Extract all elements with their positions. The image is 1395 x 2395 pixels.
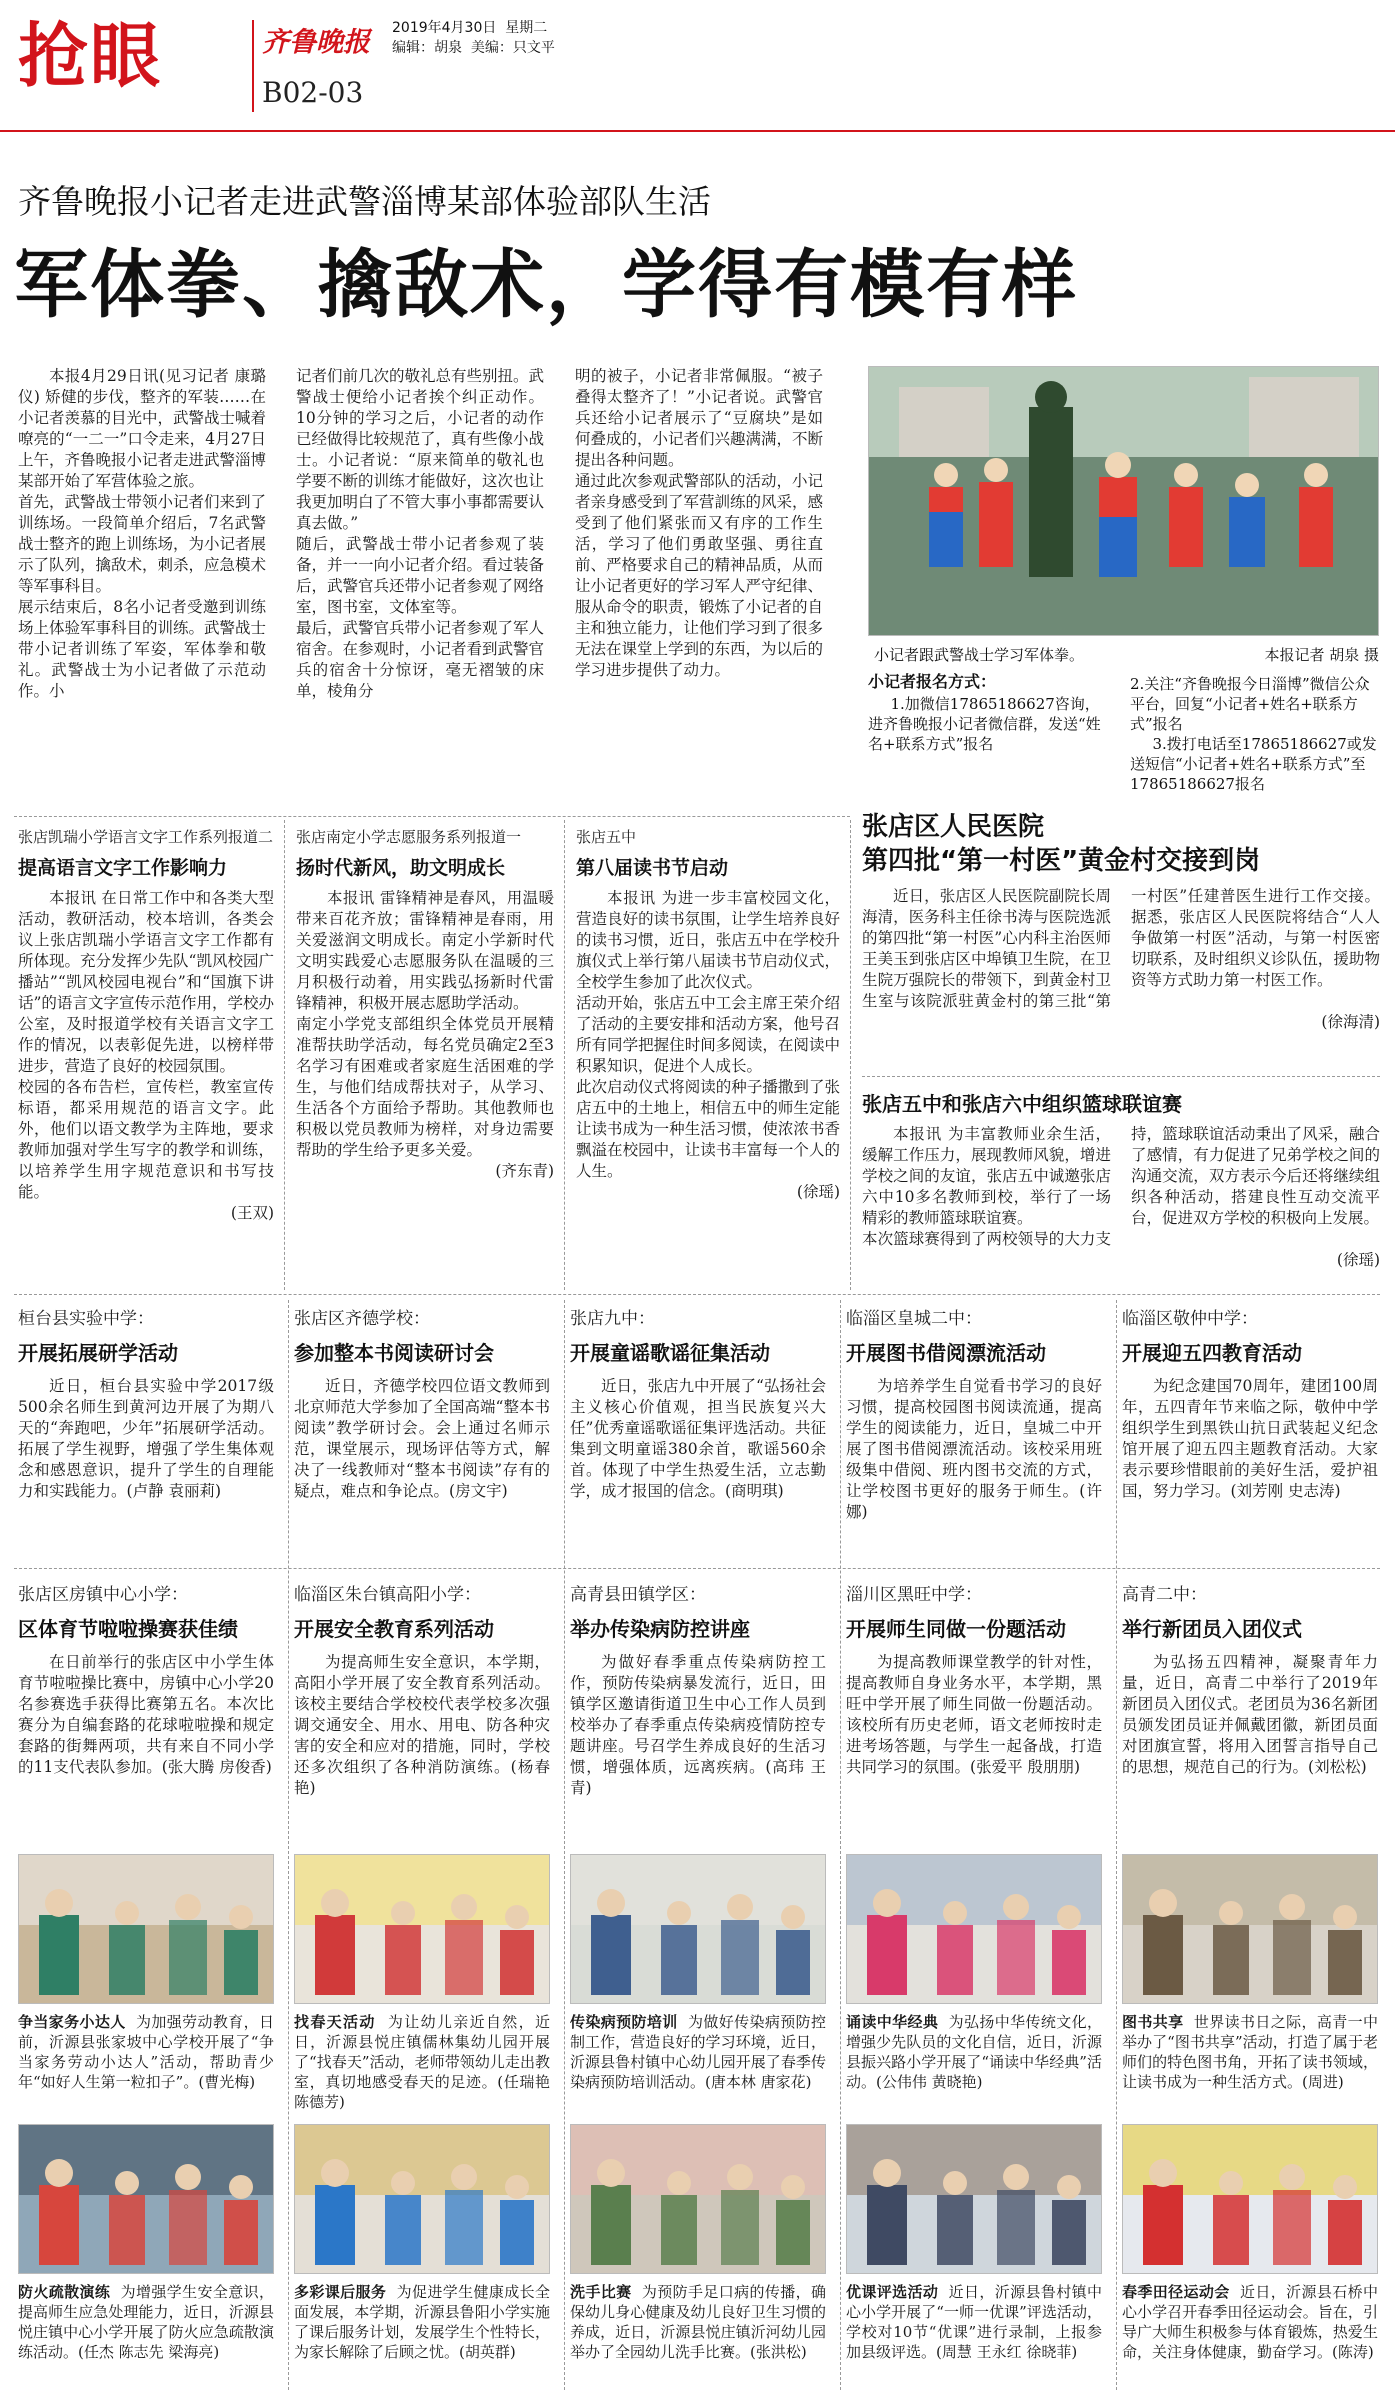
news-item xyxy=(576,826,840,1286)
hospital-title-1: 张店区人民医院 xyxy=(862,812,1045,842)
signup-method-1: 1.加微信17865186627咨询，进齐鲁晚报小记者微信群，发送“姓名+联系方式”报名 xyxy=(868,695,1101,753)
section-title: 抢眼 xyxy=(18,15,162,97)
designer: 美编：只文平 xyxy=(470,40,555,56)
caption-title: 优课评选活动 xyxy=(846,2283,939,2301)
news-kicker: 张店凯瑞小学语言文字工作系列报道二 xyxy=(18,828,274,846)
brief-title: 开展安全教育系列活动 xyxy=(294,1617,494,1641)
caption-title: 春季田径运动会 xyxy=(1122,2283,1230,2301)
news-brief xyxy=(18,1304,274,1560)
photo-illustration xyxy=(19,2125,274,2274)
signup-method-2: 2.关注“齐鲁晚报今日淄博”微信公众平台，回复“小记者+姓名+联系方式”报名 xyxy=(1130,675,1370,733)
brief-kicker: 张店九中： xyxy=(570,1309,655,1329)
news-photo xyxy=(570,2124,826,2274)
brief-author: (许娜) xyxy=(846,1482,1102,1521)
signup-col-left xyxy=(868,694,1113,754)
photo-caption xyxy=(570,2012,826,2112)
brief-author: (高玮 王青) xyxy=(570,1758,826,1797)
news-photo xyxy=(294,1854,550,2004)
brief-body xyxy=(846,1376,1102,1523)
caption-author: (张洪松) xyxy=(750,2343,807,2361)
brief-kicker: 淄川区黑旺中学： xyxy=(846,1585,982,1605)
brief-title: 举行新团员入团仪式 xyxy=(1122,1617,1302,1641)
caption-title: 图书共享 xyxy=(1122,2013,1184,2031)
brief-body xyxy=(18,1376,274,1502)
photo-caption xyxy=(1122,2012,1378,2112)
brief-body xyxy=(570,1376,826,1502)
news-photo xyxy=(18,1854,274,2004)
news-photo xyxy=(294,2124,550,2274)
brief-body-text: 为弘扬五四精神，凝聚青年力量，近日，高青二中举行了2019年新团员入团仪式。老团员为36名新团员颁发团员证并佩戴团徽，新团员面对团旗宣誓，将用入团誓言指导自己的思想，规范自己的行为。 xyxy=(1122,1653,1378,1776)
news-author: (王双) xyxy=(230,1204,274,1222)
lead-photo-illustration xyxy=(869,367,1379,636)
photo-illustration xyxy=(571,1855,826,2004)
caption-body: 为增强学生安全意识，提高师生应急处理能力，近日，沂源县悦庄镇中心小学开展了防火应急疏散演练活动。 xyxy=(18,2283,274,2361)
date: 2019年4月30日 xyxy=(392,20,497,36)
photo-illustration xyxy=(1123,2125,1378,2274)
news-body: 本报讯 在日常工作中和各类大型活动，教研活动，校本培训，各类会议上张店凯瑞小学语言文字工作都有所体现。充分发挥少先队“凯风校园广播站”“凯风校园电视台”和“国旗下讲话”的语言文字宣传示范作用，学校办公室，及时报道学校有关语言文字工作的情况，以表彰促先进，以榜样带进步，营造了良好的校园氛围。 校园的各布告栏，宣传栏，教室宣传标语，都采用规范的语言文字。此外，他们以语文教学为主阵地，要求教师加强对学生写字的教学和训练，以培养学生用字规范意识和书写技能。 xyxy=(18,889,274,1201)
brief-title: 开展童谣歌谣征集活动 xyxy=(570,1341,770,1365)
brief-body-text: 近日，张店九中开展了“弘扬社会主义核心价值观，担当民族复兴大任”优秀童谣歌谣征集评选活动。共征集到文明童谣380余首，歌谣560余首。体现了中学生热爱生活，立志勤学，成才报国的信念。 xyxy=(570,1377,826,1500)
signup-title: 小记者报名方式： xyxy=(868,672,997,691)
brief-body xyxy=(1122,1376,1378,1502)
news-brief xyxy=(18,1580,274,1848)
news-body: 本报讯 为进一步丰富校园文化，营造良好的读书氛围，让学生培养良好的读书习惯，近日，张店五中在学校升旗仪式上举行第八届读书节启动仪式，全校学生参加了此次仪式。 活动开始，张店五中工会主席王荣介绍了活动的主要安排和活动方案，他号召所有同学把握住时间多阅读，在阅读中积累知识，促进个人成长。 此次启动仪式将阅读的种子播撒到了张店五中的土地上，相信五中的师生定能让读书成为一种生活习惯，使浓浓书香飘溢在校园中，让读书丰富每一个人的人生。 xyxy=(576,889,840,1180)
brief-body-text: 近日，齐德学校四位语文教师到北京师范大学参加了全国高端“整本书阅读”教学研讨会。会上通过名师示范，课堂展示，现场评估等方式，解决了一线教师对“整本书阅读”存有的疑点，难点和争论点。 xyxy=(294,1377,550,1500)
brief-author: (张大腾 房俊香) xyxy=(161,1758,272,1776)
hospital-body: 近日，张店区人民医院副院长周海清，医务科主任徐书涛与医院选派的第四批“第一村医”心内科主治医师王美玉到张店区中埠镇卫生院，在卫生院万强院长的带领下，到黄金村卫生室与该院派驻黄金村的第三批“第一村医”任建普医生进行工作交接。据悉，张店区人民医院将结合“人人争做第一村医”活动，与第一村医密切联系，及时组织义诊队伍，援助物资等方式助力第一村医工作。 xyxy=(862,887,1380,1010)
divider xyxy=(840,1300,841,2390)
brief-author: (商明琪) xyxy=(725,1482,784,1500)
masthead-rule xyxy=(0,130,1395,132)
lead-column-2 xyxy=(296,366,544,806)
photo-caption xyxy=(294,2012,550,2112)
caption-title: 争当家务小达人 xyxy=(18,2013,126,2031)
news-kicker: 张店南定小学志愿服务系列报道一 xyxy=(296,828,522,846)
photo-caption xyxy=(846,2282,1102,2382)
news-brief xyxy=(570,1304,826,1560)
news-title: 提高语言文字工作影响力 xyxy=(18,857,228,879)
caption-author: (任瑞艳 陈德芳) xyxy=(294,2073,550,2111)
news-brief xyxy=(294,1580,550,1848)
issue-date xyxy=(392,18,547,38)
brief-author: (张爱平 殷朋朋) xyxy=(970,1758,1081,1776)
news-photo xyxy=(18,2124,274,2274)
caption-author: (曹光梅) xyxy=(198,2073,256,2091)
brief-author: (刘芳刚 史志涛) xyxy=(1230,1482,1341,1500)
photo-illustration xyxy=(1123,1855,1378,2004)
news-brief xyxy=(846,1304,1102,1560)
brief-body xyxy=(846,1652,1102,1778)
photo-caption xyxy=(18,2282,274,2382)
caption-title: 防火疏散演练 xyxy=(18,2283,111,2301)
caption-body: 世界读书日之际，高青一中举办了“图书共享”活动，打造了属于老师们的特色图书角，开拓了读书领域，让读书成为一种生活方式。 xyxy=(1122,2013,1378,2091)
caption-title: 传染病预防培训 xyxy=(570,2013,678,2031)
news-brief xyxy=(570,1580,826,1848)
brief-body xyxy=(294,1652,550,1799)
news-kicker: 张店五中 xyxy=(576,828,637,846)
lead-photo-caption xyxy=(874,644,1379,665)
hospital-author: (徐海清) xyxy=(1321,1013,1380,1031)
news-brief xyxy=(1122,1304,1378,1560)
news-author: (齐东青) xyxy=(495,1162,554,1180)
brief-kicker: 高青县田镇学区： xyxy=(570,1585,706,1605)
hospital-title-2: 第四批“第一村医”黄金村交接到岗 xyxy=(862,846,1261,876)
photo-caption: 小记者跟武警战士学习军体拳。 xyxy=(874,646,1085,664)
caption-author: (胡英群) xyxy=(459,2343,516,2361)
caption-title: 洗手比赛 xyxy=(570,2283,632,2301)
brief-body-text: 为培养学生自觉看书学习的良好习惯，提高校园图书阅读流通，提高学生的阅读能力，近日，皇城二中开展了图书借阅漂流活动。该校采用班级集中借阅、班内图书交流的方式，让学校图书更好的服务于师生。 xyxy=(846,1377,1102,1500)
brief-body xyxy=(1122,1652,1378,1778)
divider xyxy=(1116,1300,1117,2390)
divider xyxy=(564,1300,565,2390)
brief-title: 举办传染病防控讲座 xyxy=(570,1617,750,1641)
lead-column-1 xyxy=(18,366,266,806)
brief-body xyxy=(570,1652,826,1799)
page-number: B02-03 xyxy=(262,76,364,109)
photo-illustration xyxy=(847,1855,1102,2004)
brief-kicker: 临淄区朱台镇高阳小学： xyxy=(294,1585,481,1605)
brief-title: 区体育节啦啦操赛获佳绩 xyxy=(18,1617,238,1641)
lead-subtitle: 齐鲁晚报小记者走进武警淄博某部体验部队生活 xyxy=(18,182,711,221)
lead-column-3 xyxy=(575,366,823,806)
lead-photo xyxy=(868,366,1379,636)
divider xyxy=(14,1294,1380,1295)
brief-body-text: 为纪念建国70周年，建团100周年，五四青年节来临之际，敬仲中学组织学生到黑铁山抗日武装起义纪念馆开展了迎五四主题教育活动。大家表示要珍惜眼前的美好生活，爱护祖国，努力学习。 xyxy=(1122,1377,1378,1500)
divider xyxy=(850,820,851,1290)
brief-title: 开展图书借阅漂流活动 xyxy=(846,1341,1046,1365)
basketball-title: 张店五中和张店六中组织篮球联谊赛 xyxy=(862,1092,1182,1116)
brief-body-text: 近日，桓台县实验中学2017级500余名师生到黄河边开展了为期八天的“奔跑吧，少年”拓展研学活动。拓展了学生视野，增强了学生集体观念和感恩意识，提升了学生的自理能力和实践能力。 xyxy=(18,1377,274,1500)
caption-body: 近日，沂源县鲁村镇中心小学开展了“一师一优课”评选活动，学校对10节“优课”进行录制，上报参加县级评选。 xyxy=(846,2283,1102,2361)
news-brief xyxy=(294,1304,550,1560)
lead-col2-text: 记者们前几次的敬礼总有些别扭。武警战士便给小记者挨个纠正动作。10分钟的学习之后，小记者的动作已经做得比较规范了，真有些像小战士。小记者说：“原来简单的敬礼也学要不断的训练才能做好，这次也让我更加明白了不管大事小事都需要认真去做。” 随后，武警战士带小记者参观了装备，并一一向小记者介绍。看过装备后，武警官兵还带小记者参观了网络室，图书室，文体室等。 最后，武警官兵带小记者参观了军人宿舍。在参观时，小记者看到武警官兵的宿舍十分惊讶，毫无褶皱的床单，棱角分 xyxy=(296,367,544,700)
divider xyxy=(288,1300,289,2390)
signup-col-right xyxy=(1130,674,1378,794)
brief-author: (卢静 袁丽莉) xyxy=(126,1482,222,1500)
brief-title: 开展拓展研学活动 xyxy=(18,1341,178,1365)
caption-body: 为弘扬中华传统文化，增强少先队员的文化自信，近日，沂源县振兴路小学开展了“诵读中华经典”活动。 xyxy=(846,2013,1102,2091)
news-brief xyxy=(1122,1580,1378,1848)
basketball-news xyxy=(862,1090,1380,1286)
news-photo xyxy=(570,1854,826,2004)
divider xyxy=(14,1568,1380,1569)
weekday: 星期二 xyxy=(505,20,548,36)
caption-body: 为促进学生健康成长全面发展，本学期，沂源县鲁阳小学实施了课后服务计划，发展学生个性特长，为家长解除了后顾之忧。 xyxy=(294,2283,550,2361)
divider xyxy=(14,816,850,817)
caption-author: (陈涛) xyxy=(1332,2343,1374,2361)
caption-title: 多彩课后服务 xyxy=(294,2283,387,2301)
brief-title: 开展迎五四教育活动 xyxy=(1122,1341,1302,1365)
signup-method-3: 3.拨打电话至17865186627或发送短信“小记者+姓名+联系方式”至17865186627报名 xyxy=(1130,735,1377,793)
photo-caption xyxy=(294,2282,550,2382)
divider xyxy=(862,1076,1380,1077)
caption-body: 为让幼儿亲近自然，近日，沂源县悦庄镇儒林集幼儿园开展了“找春天”活动，老师带领幼儿走出教室，真切地感受春天的足迹。 xyxy=(294,2013,550,2091)
news-photo xyxy=(1122,2124,1378,2274)
editor-credit xyxy=(392,38,555,58)
newspaper-logo: 齐鲁晚报 xyxy=(262,27,370,58)
photo-caption xyxy=(18,2012,274,2112)
caption-title: 诵读中华经典 xyxy=(846,2013,939,2031)
brief-author: (房文宇) xyxy=(449,1482,508,1500)
editor: 编辑：胡泉 xyxy=(392,40,462,56)
caption-author: (任杰 陈志先 梁海亮) xyxy=(78,2343,220,2361)
lead-col1-text: 本报4月29日讯(见习记者 康璐仪) 矫健的步伐，整齐的军装……在小记者羡慕的目光中，武警战士喊着嘹亮的“一二一”口令走来，4月27日上午，齐鲁晚报小记者走进武警淄博某部开始了军营体验之旅。 首先，武警战士带领小记者们来到了训练场。一段简单介绍后，7名武警战士整齐的跑上训练场，为小记者展示了队列，擒敌术，刺杀，应急模术等军事科目。 展示结束后，8名小记者受邀到训练场上体验军事科目的训练。武警战士带小记者训练了军姿，军体拳和敬礼。武警战士为小记者做了示范动作。小 xyxy=(18,367,266,700)
photo-illustration xyxy=(571,2125,826,2274)
lead-col3-text: 明的被子，小记者非常佩服。“被子叠得太整齐了！”小记者说。武警官兵还给小记者展示了“豆腐块”是如何叠成的，小记者们兴趣满满，不断提出各种问题。 通过此次参观武警部队的活动，小记者亲身感受到了军营訓练的风采，感受到了他们紧张而又有序的工作生活，学习了他们勇敢坚强、勇往直前、严格要求自己的精神品质，从而让小记者更好的学习军人严守纪律、服从命令的职责，锻炼了小记者的自主和独立能力，让他们学习到了很多无法在课堂上学到的东西，为以后的学习进步提供了动力。 xyxy=(575,367,823,679)
photo-illustration xyxy=(295,2125,550,2274)
masthead-divider xyxy=(252,20,254,112)
brief-body-text: 为提高师生安全意识，本学期，高阳小学开展了安全教育系列活动。该校主要结合学校校代表学校多次强调交通安全、用水、用电、防各种灾害的安全和应对的措施，同时，学校还多次组织了各种消防演练。 xyxy=(294,1653,550,1776)
photo-caption xyxy=(846,2012,1102,2112)
photo-credit: 本报记者 胡泉 摄 xyxy=(1264,646,1379,664)
brief-body xyxy=(18,1652,274,1778)
news-title: 扬时代新风，助文明成长 xyxy=(296,857,506,879)
photo-illustration xyxy=(19,1855,274,2004)
brief-kicker: 桓台县实验中学： xyxy=(18,1309,154,1329)
caption-title: 找春天活动 xyxy=(294,2013,376,2031)
basketball-author: (徐瑶) xyxy=(1336,1251,1380,1269)
basketball-body: 本报讯 为丰富教师业余生活，缓解工作压力，展现教师风貌，增进学校之间的友谊，张店五中诚邀张店六中10多名教师到校，举行了一场精彩的教师篮球联谊赛。 本次篮球赛得到了两校领导的大力支持，篮球联谊活动秉出了风采，融合了感情，有力促进了兄弟学校之间的沟通交流，双方表示今后还将继续组织各种活动，搭建良性互动交流平台，促进双方学校的积极向上发展。 xyxy=(862,1125,1380,1248)
brief-kicker: 临淄区皇城二中： xyxy=(846,1309,982,1329)
brief-body xyxy=(294,1376,550,1502)
brief-title: 参加整本书阅读研讨会 xyxy=(294,1341,494,1365)
lead-title: 军体拳、擒敌术，学得有模有样 xyxy=(14,242,1078,328)
brief-kicker: 高青二中： xyxy=(1122,1585,1207,1605)
caption-author: (公伟伟 黄晓艳) xyxy=(876,2073,983,2091)
caption-body: 为加强劳动教育，日前，沂源县张家坡中心学校开展了“争当家务劳动小达人”活动，帮助青少年“如好人生第一粒扣子”。 xyxy=(18,2013,274,2091)
caption-body: 近日，沂源县石桥中心小学召开春季田径运动会。旨在，引导广大师生积极参与体育锻炼，热爱生命，关注身体健康，勤奋学习。 xyxy=(1122,2283,1378,2361)
hospital-news xyxy=(862,810,1380,1072)
brief-author: (刘松松) xyxy=(1308,1758,1367,1776)
brief-body-text: 为做好春季重点传染病防控工作，预防传染病暴发流行，近日，田镇学区邀请街道卫生中心工作人员到校举办了春季重点传染病疫情防控专题讲座。号召学生养成良好的生活习惯，增强体质，远离疾病。 xyxy=(570,1653,826,1776)
news-item xyxy=(296,826,554,1286)
caption-body: 为预防手足口病的传播，确保幼儿身心健康及幼儿良好卫生习惯的养成，近日，沂源县悦庄镇沂河幼儿园举办了全园幼儿洗手比赛。 xyxy=(570,2283,826,2361)
caption-author: (周慧 王永红 徐晓菲) xyxy=(936,2343,1078,2361)
news-title: 第八届读书节启动 xyxy=(576,857,729,879)
photo-illustration xyxy=(295,1855,550,2004)
photo-caption xyxy=(1122,2282,1378,2382)
news-item xyxy=(18,826,274,1286)
caption-author: (周进) xyxy=(1302,2073,1344,2091)
brief-author: (杨春艳) xyxy=(294,1758,550,1797)
caption-body: 为做好传染病预防控制工作，营造良好的学习环境，近日，沂源县鲁村镇中心幼儿园开展了春季传染病预防培训活动。 xyxy=(570,2013,826,2091)
brief-kicker: 张店区齐德学校： xyxy=(294,1309,430,1329)
brief-kicker: 临淄区敬仲中学： xyxy=(1122,1309,1258,1329)
caption-author: (唐本林 唐家花) xyxy=(705,2073,812,2091)
news-photo xyxy=(846,1854,1102,2004)
photo-illustration xyxy=(847,2125,1102,2274)
brief-body-text: 在日前举行的张店区中小学生体育节啦啦操比赛中，房镇中心小学20名参赛选手获得比赛第五名。本次比赛分为自编套路的花球啦啦操和规定套路的街舞两项，共有来自不同小学的11支代表队参加。 xyxy=(18,1653,274,1776)
news-body: 本报讯 雷锋精神是春风，用温暖带来百花齐放；雷锋精神是春雨，用关爱滋润文明成长。南定小学新时代文明实践爱心志愿服务队在温暖的三月积极行动着，用实践弘扬新时代雷锋精神，积极开展志愿助学活动。 南定小学党支部组织全体党员开展精准帮扶助学活动，每名党员确定2至3名学习有困难或者家庭生活困难的学生，与他们结成帮扶对子，从学习、生活各个方面给予帮助。其他教师也积极以党员教师为榜样，对身边需要帮助的学生给予更多关爱。 xyxy=(296,889,554,1159)
divider xyxy=(564,820,565,1290)
news-photo xyxy=(846,2124,1102,2274)
brief-kicker: 张店区房镇中心小学： xyxy=(18,1585,188,1605)
signup-box xyxy=(868,672,1379,802)
news-photo xyxy=(1122,1854,1378,2004)
divider xyxy=(284,820,285,1290)
brief-body-text: 为提高教师课堂教学的针对性，提高教师自身业务水平，本学期，黑旺中学开展了师生同做一份题活动。该校所有历史老师，语文老师按时走进考场答题，与学生一起备战，打造共同学习的氛围。 xyxy=(846,1653,1102,1776)
news-brief xyxy=(846,1580,1102,1848)
brief-title: 开展师生同做一份题活动 xyxy=(846,1617,1066,1641)
photo-caption xyxy=(570,2282,826,2382)
news-author: (徐瑶) xyxy=(796,1183,840,1201)
